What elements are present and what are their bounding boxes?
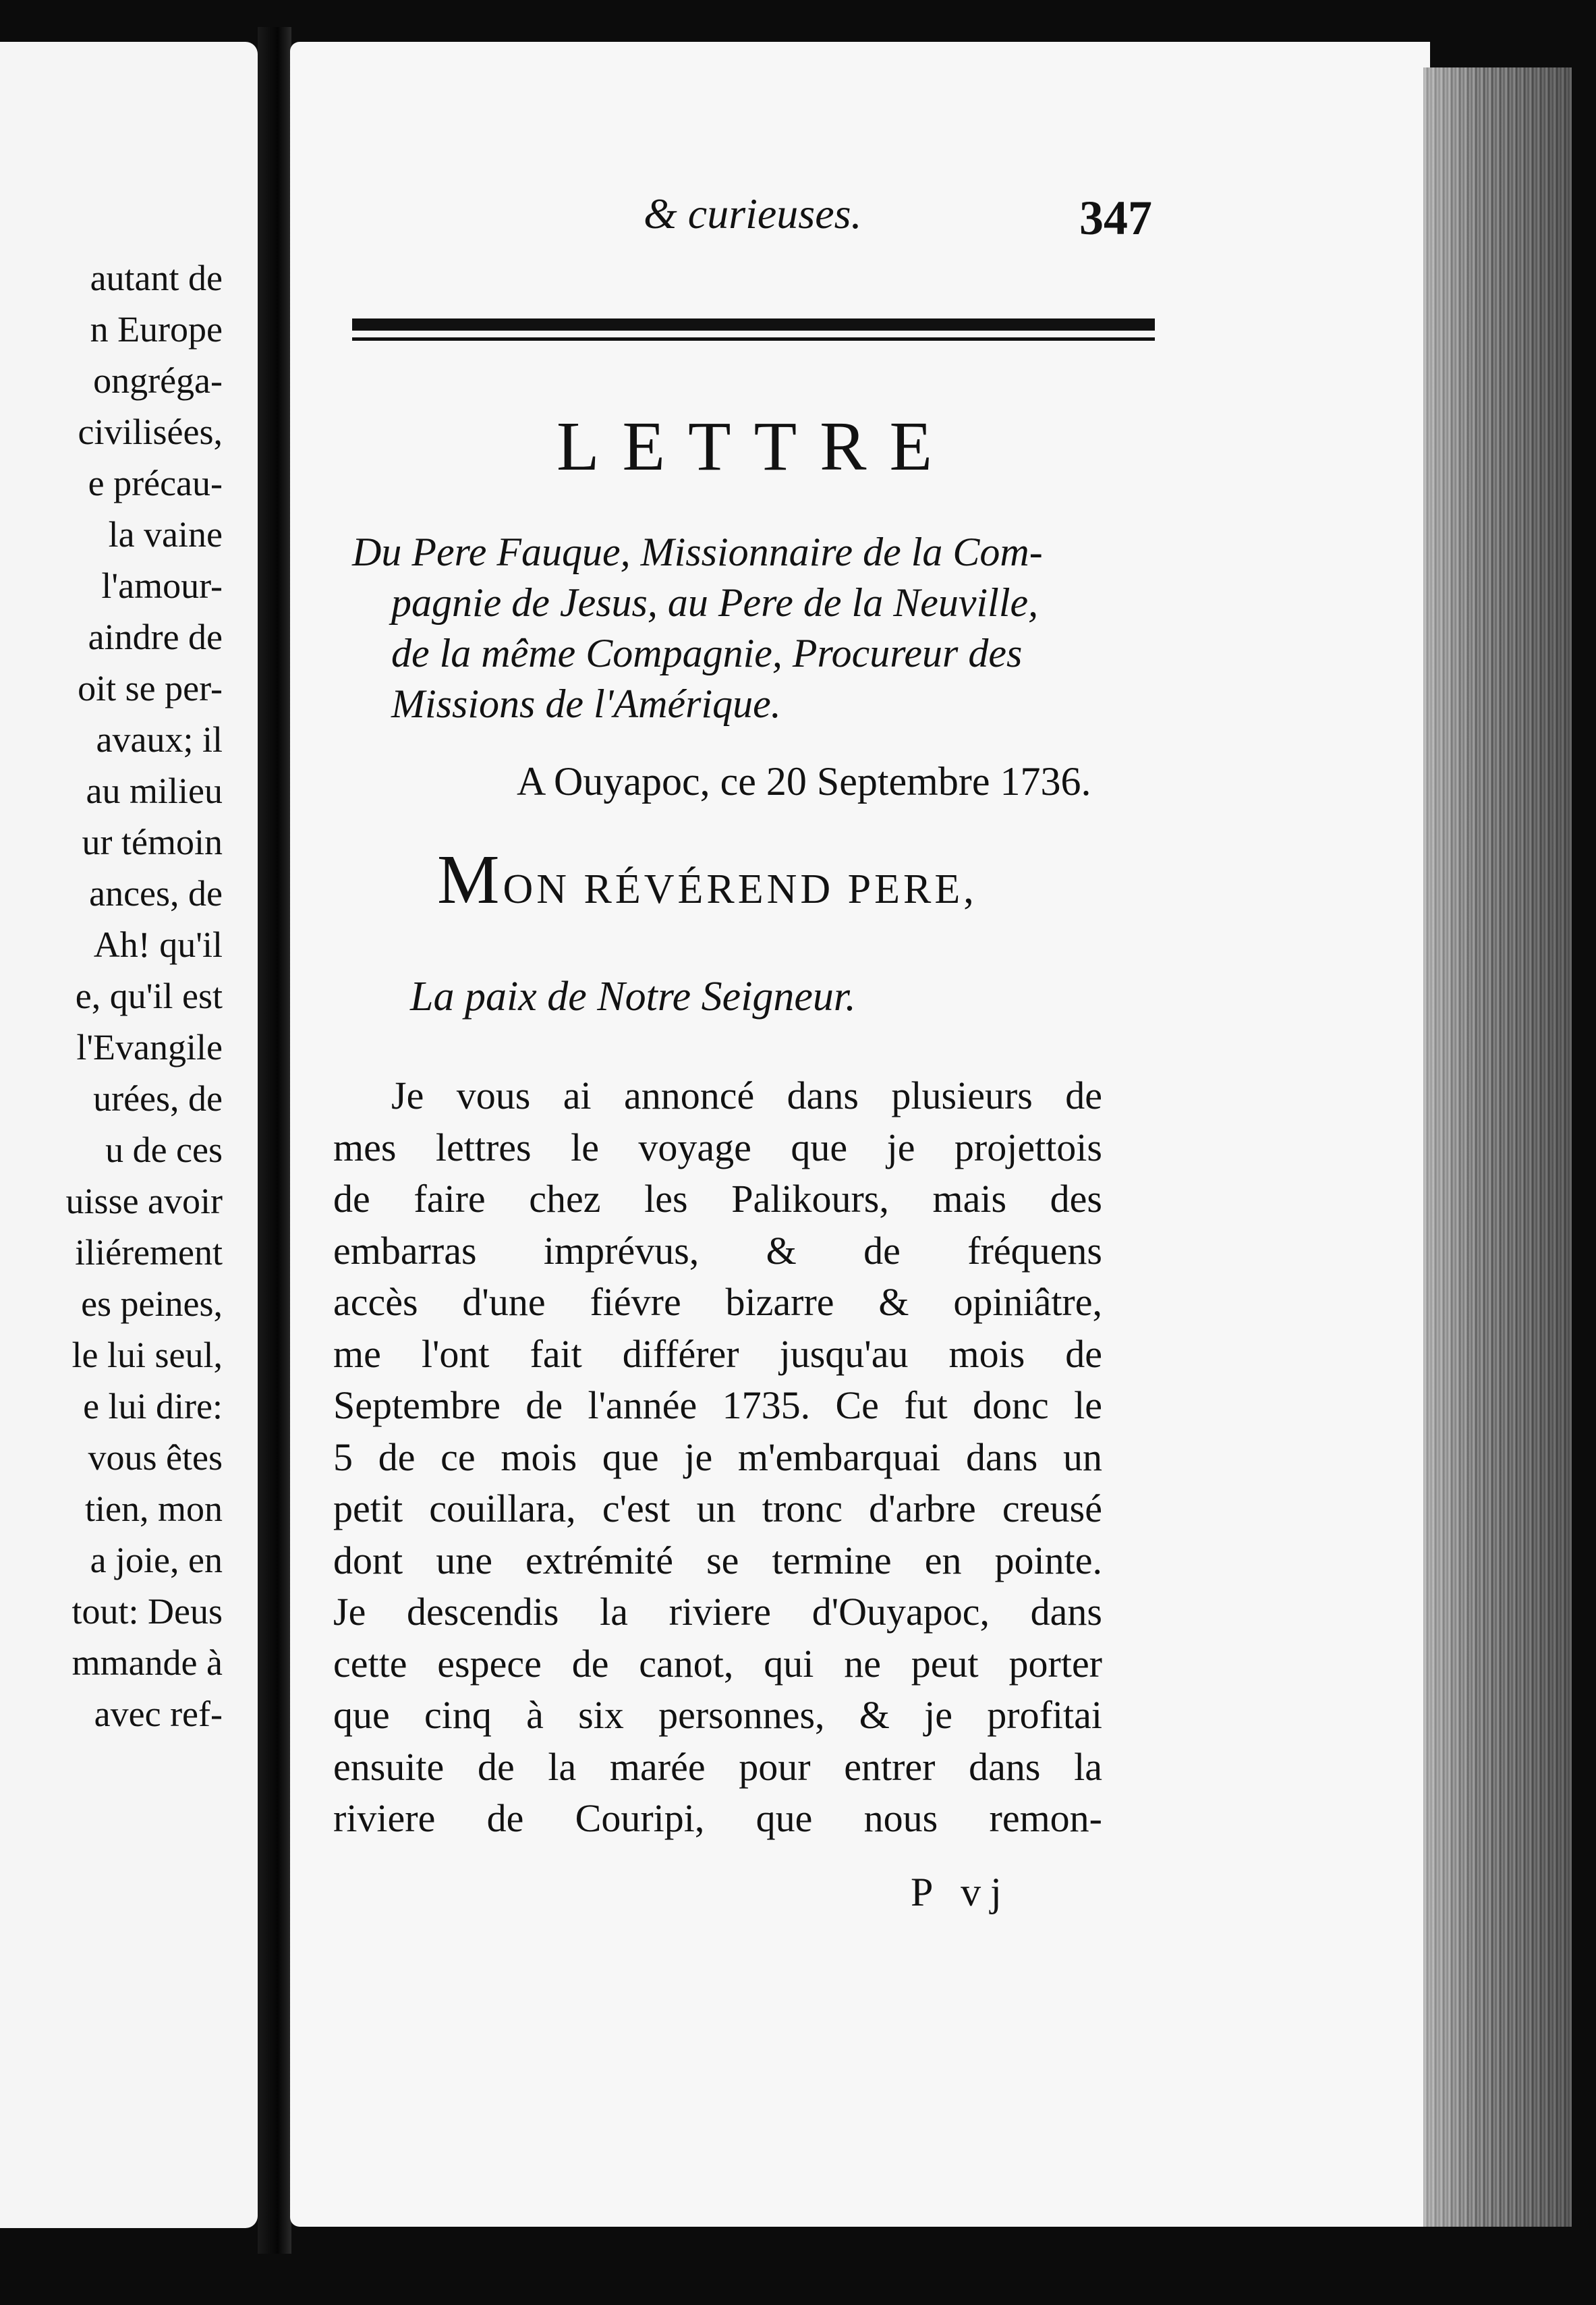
subtitle-line: Missions de l'Amérique. bbox=[391, 682, 781, 726]
body-line: riviere de Couripi, que nous remon- bbox=[333, 1796, 1102, 1840]
header-rule-thick bbox=[352, 318, 1155, 331]
main-page bbox=[290, 42, 1430, 2227]
left-page-line: ur témoin bbox=[82, 822, 223, 862]
left-page-line: e précau- bbox=[88, 463, 223, 503]
subtitle-line: pagnie de Jesus, au Pere de la Neuville, bbox=[391, 580, 1039, 625]
left-page-line: civilisées, bbox=[78, 412, 223, 452]
body-line: dont une extrémité se termine en pointe. bbox=[333, 1538, 1102, 1582]
body-line: 5 de ce mois que je m'embarquai dans un bbox=[333, 1435, 1102, 1479]
left-page-line: autant de bbox=[90, 258, 223, 298]
body-line: Je descendis la riviere d'Ouyapoc, dans bbox=[333, 1590, 1102, 1634]
body-line: Je vous ai annoncé dans plusieurs de bbox=[391, 1074, 1102, 1117]
left-page-line: vous êtes bbox=[88, 1437, 223, 1478]
left-page-line: ances, de bbox=[89, 873, 223, 914]
body-line: ensuite de la marée pour entrer dans la bbox=[333, 1744, 1102, 1789]
body-line: mes lettres le voyage que je projettois bbox=[333, 1125, 1102, 1169]
left-page-line: mmande à bbox=[72, 1642, 223, 1683]
left-page-line: uisse avoir bbox=[65, 1181, 223, 1221]
left-page-line: ongréga- bbox=[93, 360, 223, 401]
subtitle-line: Du Pere Fauque, Missionnaire de la Com- bbox=[352, 530, 1043, 574]
salutation-initial: M bbox=[437, 841, 503, 918]
book-gutter bbox=[258, 27, 291, 2254]
salutation bbox=[437, 839, 977, 920]
left-page-line: le lui seul, bbox=[72, 1335, 223, 1375]
letter-title: LETTRE bbox=[557, 408, 956, 485]
left-page-line: la vaine bbox=[108, 514, 223, 555]
left-page-line: avaux; il bbox=[96, 719, 223, 760]
left-page-line: l'Evangile bbox=[76, 1027, 223, 1067]
left-page-line: n Europe bbox=[90, 309, 223, 350]
left-page-line: iliérement bbox=[75, 1232, 223, 1273]
body-line: embarras imprévus, & de fréquens bbox=[333, 1228, 1102, 1273]
body-line: que cinq à six personnes, & je profitai bbox=[333, 1693, 1102, 1737]
body-line: cette espece de canot, qui ne peut porter bbox=[333, 1641, 1102, 1686]
left-page-line: e lui dire: bbox=[83, 1386, 223, 1426]
left-page-line: tout: Deus bbox=[72, 1591, 223, 1632]
body-line: petit couillara, c'est un tronc d'arbre creusé bbox=[333, 1487, 1102, 1530]
body-line: Septembre de l'année 1735. Ce fut donc le bbox=[333, 1383, 1102, 1427]
left-page-line: urées, de bbox=[93, 1078, 223, 1119]
running-head: & curieuses. bbox=[644, 190, 862, 238]
left-page-line: es peines, bbox=[81, 1283, 223, 1324]
left-page-line: e, qu'il est bbox=[75, 976, 223, 1016]
signature-mark: P vj bbox=[911, 1870, 1011, 1914]
left-page-line: oit se per- bbox=[78, 668, 223, 709]
body-line: me l'ont fait différer jusqu'au mois de bbox=[333, 1331, 1102, 1376]
header-rule-thin bbox=[352, 337, 1155, 341]
subtitle-line: de la même Compagnie, Procureur des bbox=[391, 631, 1023, 675]
left-page-line: l'amour- bbox=[101, 565, 223, 606]
left-page-line: a joie, en bbox=[90, 1540, 223, 1580]
left-page-line: avec ref- bbox=[94, 1694, 223, 1734]
left-page-line: tien, mon bbox=[85, 1489, 223, 1529]
salutation-text: ON RÉVÉREND PERE, bbox=[503, 866, 977, 912]
left-page-line: aindre de bbox=[88, 617, 223, 657]
greeting: La paix de Notre Seigneur. bbox=[410, 974, 856, 1020]
page-number: 347 bbox=[1079, 191, 1152, 245]
left-page-line: Ah! qu'il bbox=[93, 924, 223, 965]
left-page-line: au milieu bbox=[86, 771, 223, 811]
page-edges bbox=[1423, 67, 1572, 2227]
body-line: accès d'une fiévre bizarre & opiniâtre, bbox=[333, 1280, 1102, 1324]
left-facing-page bbox=[0, 42, 258, 2228]
dateline: A Ouyapoc, ce 20 Septembre 1736. bbox=[517, 759, 1091, 804]
body-line: de faire chez les Palikours, mais des bbox=[333, 1177, 1102, 1221]
left-page-line: u de ces bbox=[105, 1130, 223, 1170]
